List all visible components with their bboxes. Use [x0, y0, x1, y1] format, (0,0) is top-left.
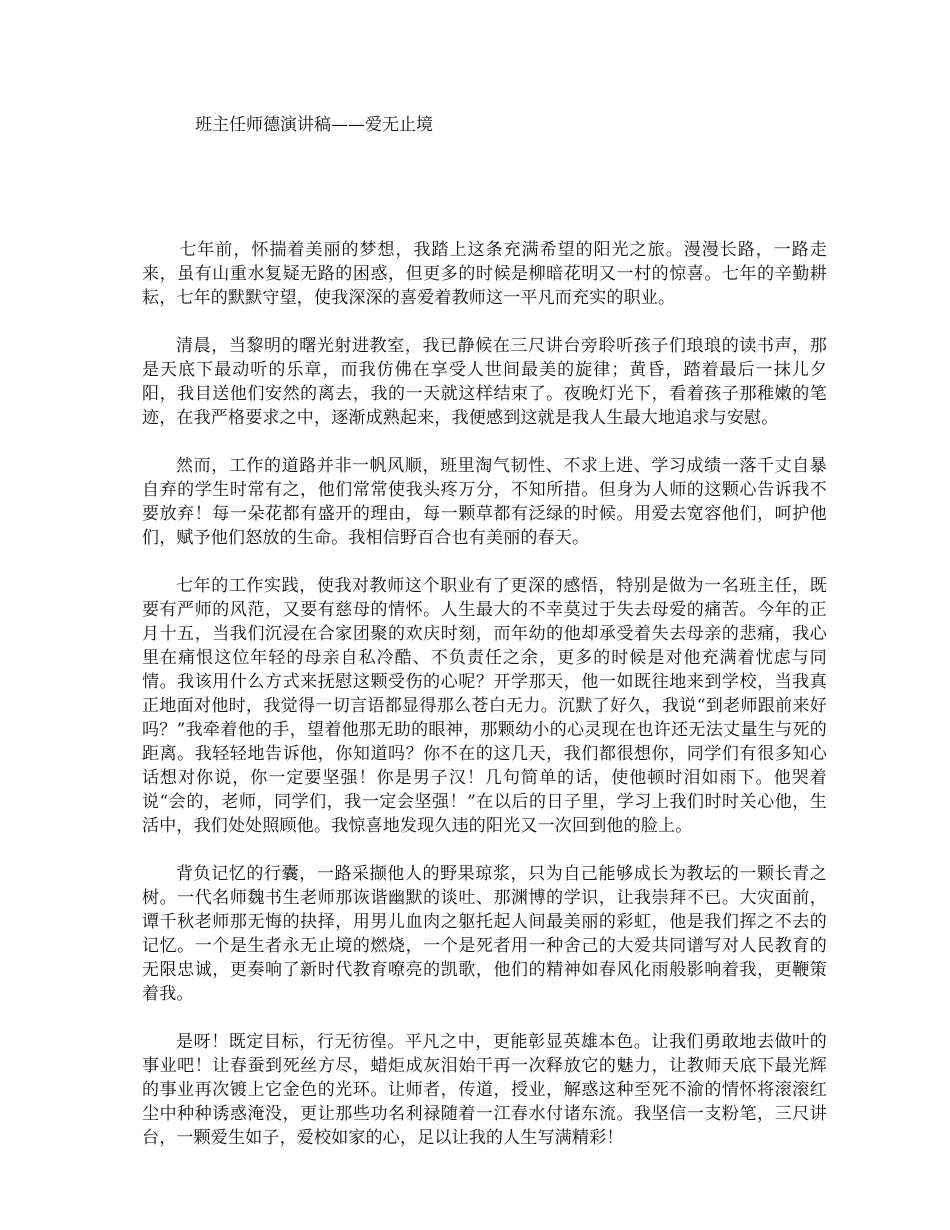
- document-body: [142, 238, 827, 1174]
- paragraph: 七年的工作实践，使我对教师这个职业有了更深的感悟，特别是做为一名班主任，既要有严师的风范，又要有慈母的情怀。人生最大的不幸莫过于失去母爱的痛苦。今年的正月十五，当我们沉浸在合家团聚的欢庆时刻，而年幼的他却承受着失去母亲的悲痛，我心里在痛恨这位年轻的母亲自私冷酷、不负责任之余，更多的时候是对他充满着忧虑与同情。我该用什么方式来抚慰这颗受伤的心呢？开学那天，他一如既往地来到学校，当我真正地面对他时，我觉得一切言语都显得那么苍白无力。沉默了好久，我说“到老师跟前来好吗？”我牵着他的手，望着他那无助的眼神，那颗幼小的心灵现在也许还无法丈量生与死的距离。我轻轻地告诉他，你知道吗？你不在的这几天，我们都很想你，同学们有很多知心话想对你说，你一定要坚强！你是男子汉！几句简单的话，使他顿时泪如雨下。他哭着说“会的，老师，同学们，我一定会坚强！”在以后的日子里，学习上我们时时关心他，生活中，我们处处照顾他。我惊喜地发现久违的阳光又一次回到他的脸上。: [142, 576, 827, 836]
- paragraph: 是呀！既定目标，行无彷徨。平凡之中，更能彰显英雄本色。让我们勇敢地去做叶的事业吧！让春蚕到死丝方尽，蜡炬成灰泪始干再一次释放它的魅力，让教师天底下最光辉的事业再次镀上它金色的光环。让师者，传道，授业，解惑这种至死不渝的情怀将滚滚红尘中种种诱惑淹没，更让那些功名利禄随着一江春水付诸东流。我坚信一支粉笔，三尺讲台，一颗爱生如子，爱校如家的心，足以让我的人生写满精彩！: [142, 1032, 827, 1148]
- document-title: 班主任师德演讲稿——爱无止境: [195, 115, 433, 135]
- paragraph: 清晨，当黎明的曙光射进教室，我已静候在三尺讲台旁聆听孩子们琅琅的读书声，那是天底下最动听的乐章，而我仿佛在享受人世间最美的旋律；黄昏，踏着最后一抹儿夕阳，我目送他们安然的离去，我的一天就这样结束了。夜晚灯光下，看着孩子那稚嫩的笔迹，在我严格要求之中，逐渐成熟起来，我便感到这就是我人生最大地追求与安慰。: [142, 336, 827, 428]
- paragraph: 背负记忆的行囊，一路采撷他人的野果琼浆，只为自己能够成长为教坛的一颗长青之树。一代名师魏书生老师那诙谐幽默的谈吐、那渊博的学识，让我崇拜不已。大灾面前，谭千秋老师那无悔的抉择，用男儿血肉之躯托起人间最美丽的彩虹，他是我们挥之不去的记忆。一个是生者永无止境的燃烧，一个是死者用一种舍己的大爱共同谱写对人民教育的无限忠诚，更奏响了新时代教育嘹亮的凯歌，他们的精神如春风化雨般影响着我，更鞭策着我。: [142, 864, 827, 1004]
- paragraph: 然而，工作的道路并非一帆风顺，班里淘气韧性、不求上进、学习成绩一落千丈自暴自弃的学生时常有之，他们常常使我头疼万分，不知所措。但身为人师的这颗心告诉我不要放弃！每一朵花都有盛开的理由，每一颗草都有泛绿的时候。用爱去宽容他们，呵护他们，赋予他们怒放的生命。我相信野百合也有美丽的春天。: [142, 456, 827, 548]
- paragraph: 七年前，怀揣着美丽的梦想，我踏上这条充满希望的阳光之旅。漫漫长路，一路走来，虽有山重水复疑无路的困惑，但更多的时候是柳暗花明又一村的惊喜。七年的辛勤耕耘，七年的默默守望，使我深深的喜爱着教师这一平凡而充实的职业。: [142, 240, 827, 308]
